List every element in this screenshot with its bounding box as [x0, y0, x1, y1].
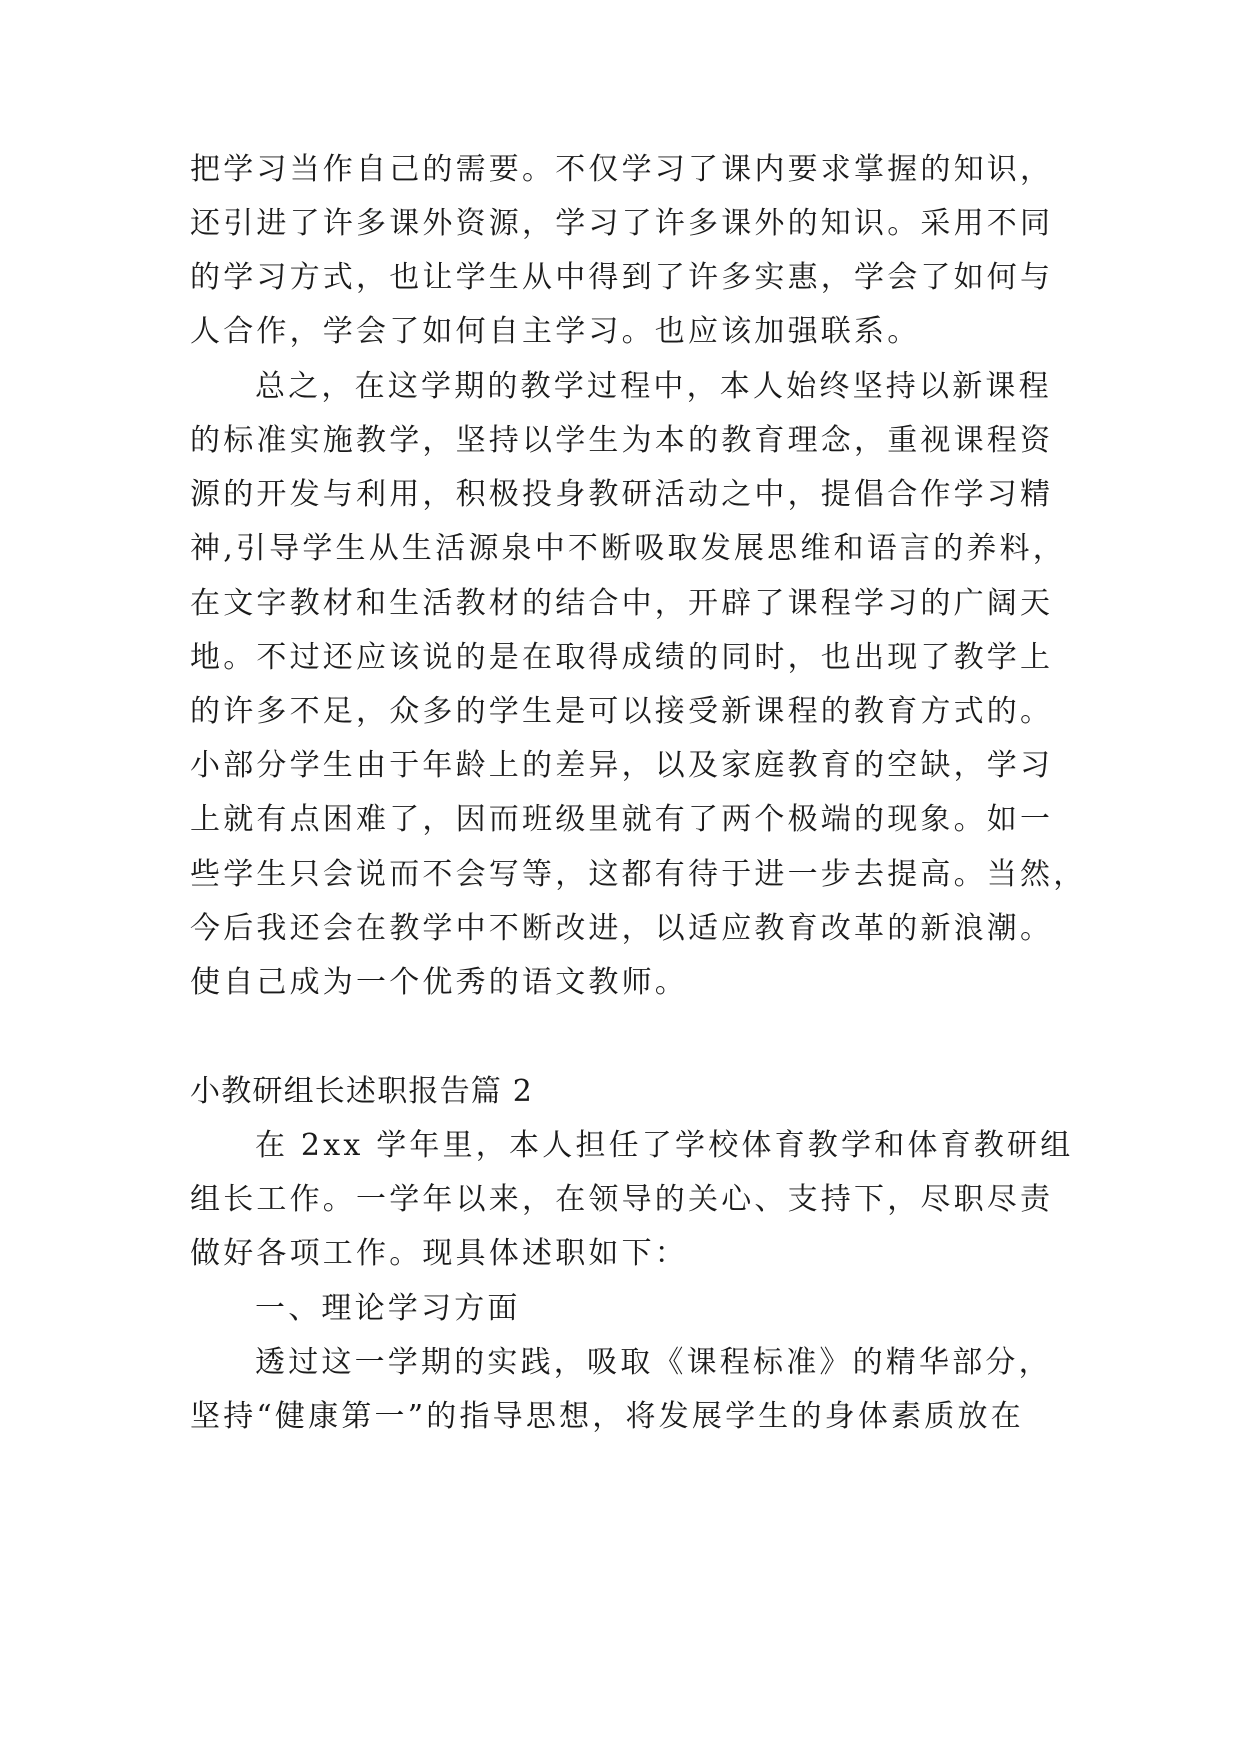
paragraph-4-line-1: 透过这一学期的实践，吸取《课程标准》的精华部分，	[255, 1345, 1052, 1380]
paragraph-2-line-11: 今后我还会在教学中不断改进，以适应教育改革的新浪潮。	[190, 911, 1054, 946]
paragraph-2-line-3: 源的开发与利用，积极投身教研活动之中，提倡合作学习精	[190, 477, 1054, 512]
paragraph-2-line-10: 些学生只会说而不会写等，这都有待于进一步去提高。当然，	[190, 857, 1087, 892]
section-heading: 小教研组长述职报告篇 2	[190, 1074, 534, 1109]
paragraph-1-line-3: 的学习方式，也让学生从中得到了许多实惠，学会了如何与	[190, 260, 1054, 295]
paragraph-3-line-1: 在 2xx 学年里，本人担任了学校体育教学和体育教研组	[255, 1128, 1074, 1163]
paragraph-2-line-4: 神,引导学生从生活源泉中不断吸取发展思维和语言的养料，	[190, 531, 1066, 566]
paragraph-2-line-12: 使自己成为一个优秀的语文教师。	[190, 965, 688, 1000]
paragraph-1-line-4: 人合作，学会了如何自主学习。也应该加强联系。	[190, 314, 921, 349]
paragraph-1-line-1: 把学习当作自己的需要。不仅学习了课内要求掌握的知识，	[190, 152, 1054, 187]
paragraph-3-line-2: 组长工作。一学年以来，在领导的关心、支持下，尽职尽责	[190, 1182, 1054, 1217]
paragraph-2-line-2: 的标准实施教学，坚持以学生为本的教育理念，重视课程资	[190, 423, 1054, 458]
paragraph-4-line-2: 坚持“健康第一”的指导思想，将发展学生的身体素质放在	[190, 1399, 1024, 1434]
paragraph-2-line-6: 地。不过还应该说的是在取得成绩的同时，也出现了教学上	[190, 640, 1054, 675]
paragraph-3-line-3: 做好各项工作。现具体述职如下：	[190, 1236, 688, 1271]
paragraph-2-line-9: 上就有点困难了，因而班级里就有了两个极端的现象。如一	[190, 802, 1054, 837]
paragraph-2-line-7: 的许多不足，众多的学生是可以接受新课程的教育方式的。	[190, 694, 1054, 729]
paragraph-1-line-2: 还引进了许多课外资源，学习了许多课外的知识。采用不同	[190, 206, 1054, 241]
subheading: 一、理论学习方面	[255, 1291, 521, 1326]
paragraph-2-line-1: 总之，在这学期的教学过程中，本人始终坚持以新课程	[255, 369, 1052, 404]
paragraph-2-line-8: 小部分学生由于年龄上的差异，以及家庭教育的空缺，学习	[190, 748, 1054, 783]
paragraph-2-line-5: 在文字教材和生活教材的结合中，开辟了课程学习的广阔天	[190, 586, 1054, 621]
